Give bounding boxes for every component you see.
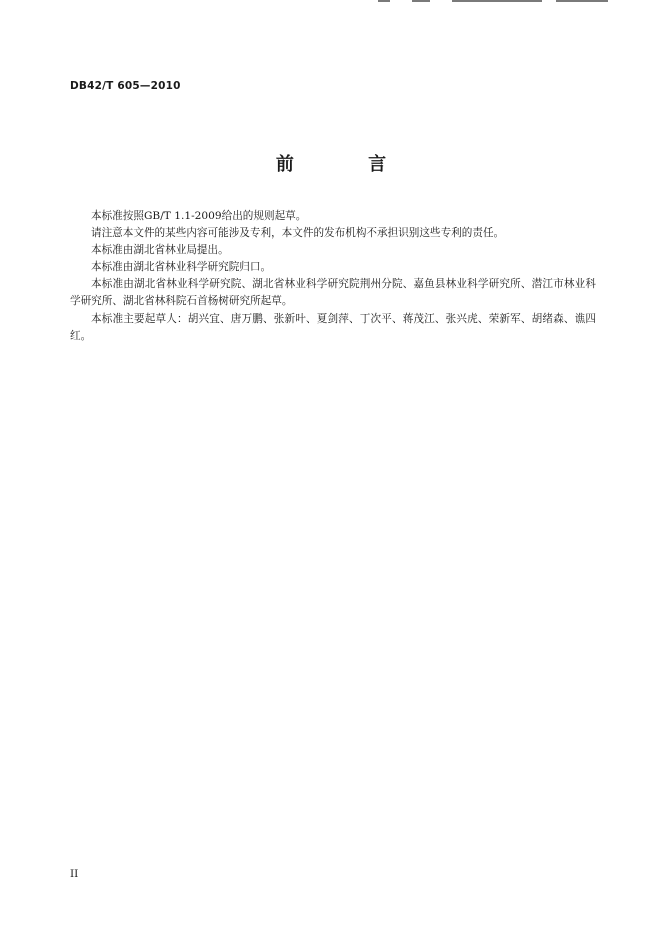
header-rule-segment [452,0,542,2]
header-rule-segment [556,0,608,2]
standard-code: DB42/T 605—2010 [70,80,181,92]
page-title: 前 言 [275,154,421,175]
paragraph-drafting-rules: 本标准按照GB/T 1.1-2009给出的规则起草。 [91,210,307,222]
paragraph-drafting-units: 本标准由湖北省林业科学研究院、湖北省林业科学研究院荆州分院、嘉鱼县林业科学研究所、潜江市林业科学研究所、湖北省林科院石首杨树研究所起草。 [70,278,596,308]
paragraph-drafters: 本标准主要起草人：胡兴宜、唐万鹏、张新叶、夏剑萍、丁次平、蒋茂江、张兴虎、荣新军、胡绪森、谯四红。 [70,312,596,342]
paragraph-proposer: 本标准由湖北省林业局提出。 [91,244,229,257]
paragraph-centralized-unit: 本标准由湖北省林业科学研究院归口。 [91,261,272,274]
header-rule-segment [412,0,430,2]
page-number: II [70,868,79,880]
paragraph-patent-notice: 请注意本文件的某些内容可能涉及专利，本文件的发布机构不承担识别这些专利的责任。 [91,227,505,240]
foreword-body [70,208,596,345]
header-rule-segment [378,0,390,2]
